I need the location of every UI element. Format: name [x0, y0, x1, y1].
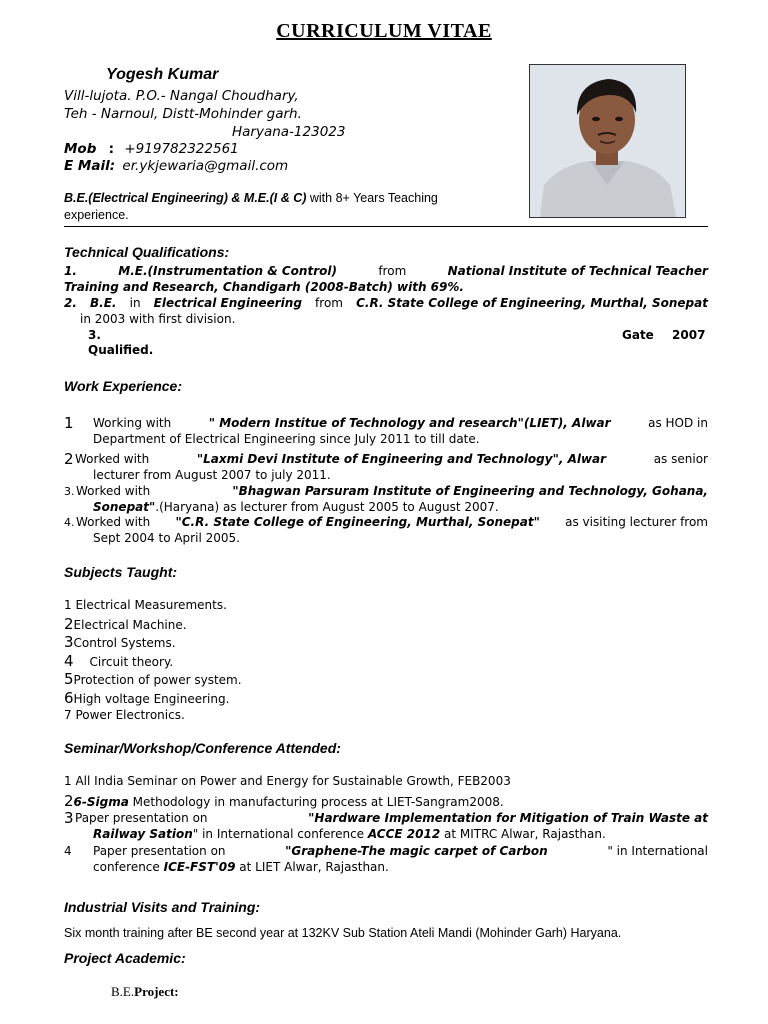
subject-item-1-num: 1 [64, 598, 72, 612]
work-heading: Work Experience: [64, 378, 183, 394]
seminar-item-2-text: Methodology in manufacturing process at LIET-Sangram2008. [128, 795, 504, 809]
tech-item-1-degree: M.E.(Instrumentation & Control) [118, 264, 337, 278]
subject-item-4 [64, 652, 173, 670]
seminar-item-1-text: All India Seminar on Power and Energy for Sustainable Growth, FEB2003 [75, 774, 511, 788]
tech-item-2-degree: B.E. [90, 296, 117, 310]
address-line-2: Teh - Narnoul, Distt-Mohinder garh. [64, 106, 302, 122]
subject-item-6-text: High voltage Engineering. [73, 692, 230, 706]
subjects-heading: Subjects Taught: [64, 564, 178, 580]
seminar-item-3-title: "Hardware Implementation for Mitigation of Train Waste at [308, 811, 708, 825]
candidate-name: Yogesh Kumar [106, 66, 219, 83]
work-item-2 [75, 452, 708, 466]
work-item-4 [76, 515, 708, 529]
tech-item-1-institute: National Institute of Technical Teacher [447, 264, 708, 278]
tech-item-2-college: C.R. State College of Engineering, Murthal, Sonepat [356, 296, 708, 310]
tech-item-3-gate [622, 328, 705, 342]
work-item-2-line2: lecturer from August 2007 to july 2011. [93, 468, 331, 482]
seminar-item-4 [93, 844, 708, 858]
seminar-item-3-num: 3 [64, 809, 74, 827]
work-item-1-pre: Working with [93, 416, 172, 430]
subject-item-5 [64, 670, 242, 688]
work-item-3-line2-bold: Sonepat" [93, 500, 156, 514]
subject-item-4-num: 4 [64, 652, 74, 670]
seminar-item-3-l2-end: at MITRC Alwar, Rajasthan. [440, 827, 606, 841]
technical-heading: Technical Qualifications: [64, 244, 230, 260]
work-item-2-num: 2 [64, 450, 74, 468]
email-row [64, 158, 288, 174]
seminar-item-3-l2-mid: " in International conference [192, 827, 368, 841]
seminar-item-2 [64, 792, 504, 810]
seminar-item-1 [64, 774, 511, 788]
work-item-4-institute: "C.R. State College of Engineering, Murthal, Sonepat" [175, 515, 540, 529]
subject-item-6-num: 6 [64, 689, 74, 707]
seminar-item-4-post: " in International [607, 844, 708, 858]
subject-item-2-num: 2 [64, 615, 74, 633]
seminar-item-3-line2 [93, 827, 606, 841]
mobile-separator: : [108, 141, 115, 157]
seminar-item-2-bold: 6-Sigma [73, 795, 129, 809]
seminar-item-4-l2-end: at LIET Alwar, Rajasthan. [235, 860, 389, 874]
email-value[interactable]: er.ykjewaria@gmail.com [122, 158, 289, 174]
tech-item-2 [64, 296, 708, 310]
subject-item-7-num: 7 [64, 708, 72, 722]
work-item-3-institute: "Bhagwan Parsuram Institute of Engineering and Technology, Gohana, [232, 484, 708, 498]
tech-item-1-num: 1. [64, 264, 77, 278]
subject-item-2-text: Electrical Machine. [73, 618, 187, 632]
subject-item-7 [64, 708, 185, 722]
subject-item-1 [64, 598, 227, 612]
mobile-label: Mob [64, 141, 97, 157]
seminar-item-3-pre: Paper presentation on [75, 811, 208, 825]
work-item-4-num: 4. [64, 516, 75, 529]
work-item-1-post: as HOD in [648, 416, 708, 430]
seminar-item-1-num: 1 [64, 774, 72, 788]
summary-line-2: experience. [64, 208, 129, 222]
summary-line-1 [64, 191, 438, 205]
subject-item-3 [64, 633, 176, 651]
project-heading: Project Academic: [64, 950, 186, 966]
work-item-3-line2 [93, 500, 499, 514]
tech-item-2-line2: in 2003 with first division. [80, 312, 236, 326]
work-item-2-pre: Worked with [75, 452, 150, 466]
seminar-item-4-pre: Paper presentation on [93, 844, 226, 858]
work-item-3 [76, 484, 708, 498]
mobile-value: +919782322561 [124, 141, 239, 157]
email-label: E Mail: [64, 158, 116, 174]
tech-item-3-line2: Qualified. [88, 343, 154, 357]
work-item-2-institute: "Laxmi Devi Institute of Engineering and Technology", Alwar [196, 452, 607, 466]
seminar-heading: Seminar/Workshop/Conference Attended: [64, 740, 341, 756]
seminar-item-4-l2-pre: conference [93, 860, 164, 874]
seminar-item-4-line2 [93, 860, 389, 874]
work-item-3-num: 3. [64, 485, 75, 498]
industrial-heading: Industrial Visits and Training: [64, 899, 261, 915]
tech-item-2-num: 2. [64, 296, 77, 310]
tech-item-2-from: from [315, 296, 343, 310]
summary-degrees: B.E.(Electrical Engineering) & M.E.(I & C) [64, 191, 307, 205]
subject-item-2 [64, 615, 187, 633]
subject-item-5-num: 5 [64, 670, 74, 688]
page-title: CURRICULUM VITAE [276, 20, 492, 42]
seminar-item-3-l2-bold: Railway Sation [93, 827, 193, 841]
work-item-4-post: as visiting lecturer from [565, 515, 708, 529]
subject-item-6 [64, 689, 229, 707]
work-item-4-pre: Worked with [76, 515, 151, 529]
subject-item-3-num: 3 [64, 633, 74, 651]
seminar-item-4-num: 4 [64, 844, 72, 858]
tech-item-3-year: 2007 [672, 328, 706, 342]
work-item-3-line2-text: .(Haryana) as lecturer from August 2005 to August 2007. [155, 500, 499, 514]
address-line-3: Haryana-123023 [232, 124, 346, 140]
tech-item-2-in: in [129, 296, 141, 310]
subject-item-5-text: Protection of power system. [73, 673, 242, 687]
tech-item-2-branch: Electrical Engineering [153, 296, 302, 310]
tech-item-1 [64, 264, 708, 278]
subject-item-7-text: Power Electronics. [75, 708, 185, 722]
seminar-item-4-title: "Graphene-The magic carpet of Carbon [285, 844, 548, 858]
seminar-item-2-num: 2 [64, 792, 74, 810]
tech-item-3-num: 3. [88, 328, 101, 342]
be-project-bold: Project: [134, 984, 179, 999]
work-item-1 [93, 416, 708, 430]
work-item-1-num: 1 [64, 414, 74, 432]
summary-text: with 8+ Years Teaching [306, 191, 438, 205]
industrial-text: Six month training after BE second year at 132KV Sub Station Ateli Mandi (Mohinder Garh) Haryana. [64, 926, 622, 940]
profile-photo [529, 64, 686, 218]
person-photo-icon [530, 65, 685, 217]
tech-item-1-from: from [378, 264, 407, 278]
mobile-row [64, 141, 239, 157]
subject-item-1-text: Electrical Measurements. [75, 598, 227, 612]
tech-item-1-line2: Training and Research, Chandigarh (2008-Batch) with 69%. [64, 280, 464, 294]
seminar-item-4-l2-conf: ICE-FST'09 [163, 860, 236, 874]
work-item-2-post: as senior [653, 452, 708, 466]
address-line-1: Vill-lujota. P.O.- Nangal Choudhary, [64, 88, 299, 104]
subject-item-4-text: Circuit theory. [89, 655, 174, 669]
subject-item-3-text: Control Systems. [73, 636, 176, 650]
header-divider [64, 226, 708, 227]
work-item-4-line2: Sept 2004 to April 2005. [93, 531, 240, 545]
work-item-1-line2: Department of Electrical Engineering since July 2011 to till date. [93, 432, 480, 446]
be-project-label: B.E. [111, 984, 135, 999]
tech-item-3-gate-label: Gate [622, 328, 654, 342]
be-project [111, 984, 179, 1000]
work-item-1-institute: " Modern Institue of Technology and research"(LIET), Alwar [208, 416, 611, 430]
seminar-item-3 [75, 811, 708, 825]
seminar-item-3-l2-conf: ACCE 2012 [367, 827, 441, 841]
work-item-3-pre: Worked with [76, 484, 151, 498]
